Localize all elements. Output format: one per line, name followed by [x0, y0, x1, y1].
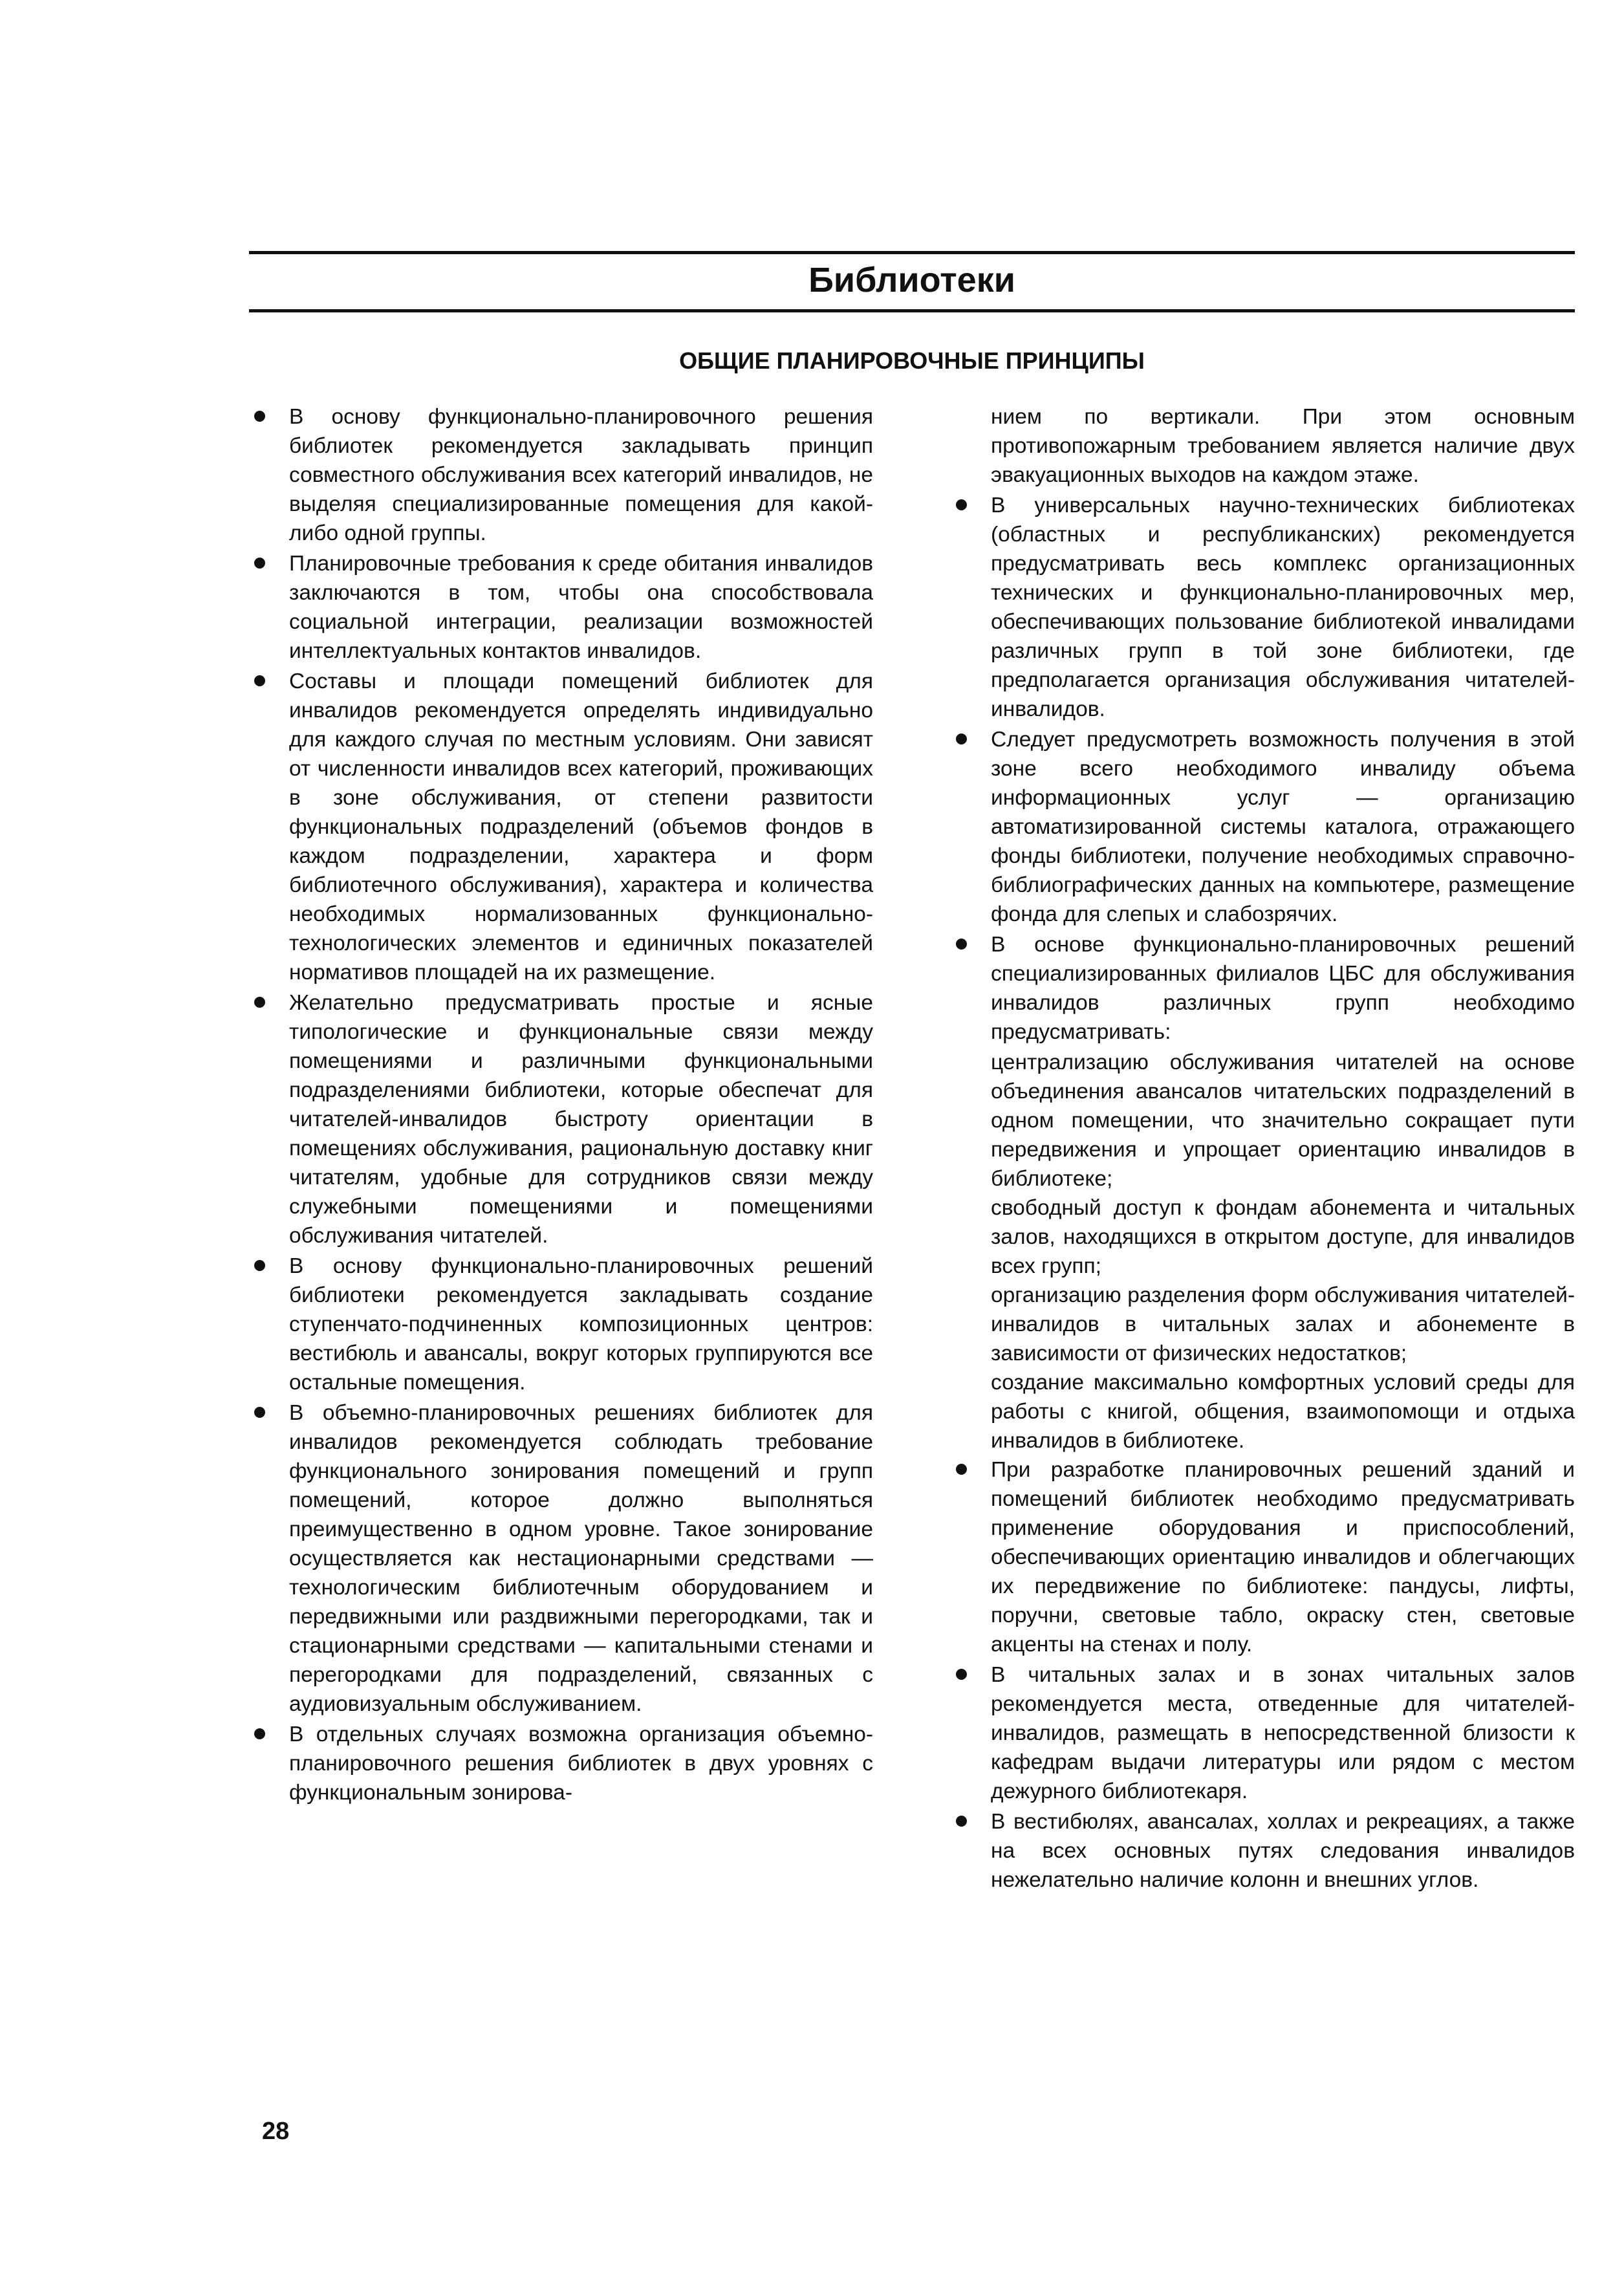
- bullet-icon: [956, 1464, 967, 1475]
- list-item: [249, 988, 873, 1250]
- section-title: Библиотеки: [808, 261, 1015, 299]
- item-text: При разработке планировочных решений зданий и помещений библиотек необходимо предусматривать применение оборудования и приспособлений, обеспечивающих ориентацию инвалидов и облегчающих их передвижение по библиотеке: пандусы, лифты, поручни, световые табло, окраску стен, световые акценты на стенах и полу.: [991, 1458, 1575, 1657]
- item-text: нием по вертикали. При этом основным противопожарным требованием является наличие двух эвакуационных выходов на каждом этаже.: [991, 405, 1575, 487]
- item-text: Желательно предусматривать простые и ясные типологические и функциональные связи между помещениями и различными функциональными подразделениями библиотеки, которые обеспечат для читателей-инвалидов быстроту ориентации в помещениях обслуживания, рациональную доставку книг читателям, удобные для сотрудников связи между служебными помещениями и помещениями обслуживания читателей.: [289, 991, 873, 1248]
- left-column: [249, 402, 873, 1809]
- bullet-icon: [956, 499, 967, 510]
- bullet-icon: [956, 939, 967, 950]
- page-number: 28: [262, 2118, 290, 2145]
- item-text: В читальных залах и в зонах читальных залов рекомендуется места, отведенные для читателей-инвалидов, размещать в непосредственной близости к кафедрам выдачи литературы или рядом с местом дежурного библиотекаря.: [991, 1663, 1575, 1803]
- item-text: Следует предусмотреть возможность получения в этой зоне всего необходимого инвалиду объема информационных услуг — организацию автоматизированной системы каталога, отражающего фонды библиотеки, получение необходимых справочно-библиографических данных на компьютере, размещение фонда для слепых и слабозрячих.: [991, 728, 1575, 926]
- item-text: В универсальных научно-технических библиотеках (областных и республиканских) рекомендуется предусматривать весь комплекс организационных технических и функционально-планировочных мер, обеспечивающих пользование библиотекой инвалидами различных групп в той зоне библиотеки, где предполагается организация обслуживания читателей-инвалидов.: [991, 494, 1575, 721]
- bullet-icon: [254, 997, 265, 1008]
- bullet-icon: [254, 1728, 265, 1739]
- section-subtitle: ОБЩИЕ ПЛАНИРОВОЧНЫЕ ПРИНЦИПЫ: [679, 347, 1145, 374]
- bullet-icon: [956, 1669, 967, 1680]
- continued-paragraph: [951, 402, 1575, 490]
- list-item: [951, 1807, 1575, 1895]
- item-text: В объемно-планировочных решениях библиотек для инвалидов рекомендуется соблюдать требование функционального зонирования помещений и групп помещений, которое должно выполняться преимущественно в одном уровне. Такое зонирование осуществляется как нестационарными средствами — технологическим библиотечным оборудованием и передвижными или раздвижными перегородками, так и стационарными средствами — капитальными стенами и перегородками для подразделений, связанных с аудиовизуальным обслуживанием.: [289, 1401, 873, 1716]
- item-text: В основу функционально-планировочных решений библиотеки рекомендуется закладывать создание ступенчато-подчиненных композиционных центров: вестибюль и авансалы, вокруг которых группируются все остальные помещения.: [289, 1254, 873, 1395]
- list-item: [951, 1455, 1575, 1659]
- bullet-icon: [254, 675, 265, 686]
- list-item: [951, 725, 1575, 929]
- list-item: [951, 491, 1575, 724]
- bullet-icon: [254, 1407, 265, 1418]
- item-text: В вестибюлях, авансалах, холлах и рекреациях, а также на всех основных путях следования инвалидов нежелательно наличие колонн и внешних углов.: [991, 1810, 1575, 1892]
- item-text: Составы и площади помещений библиотек для инвалидов рекомендуется определять индивидуально для каждого случая по местным условиям. Они зависят от численности инвалидов всех категорий, проживающих в зоне обслуживания, от степени развитости функциональных подразделений (объемов фондов в каждом подразделении, характера и форм библиотечного обслуживания), характера и количества необходимых нормализованных функционально-технологических элементов и единичных показателей нормативов площадей на их размещение.: [289, 669, 873, 984]
- sub-item: организацию разделения форм обслуживания читателей-инвалидов в читальных залах и абонементе в зависимости от физических недостатков;: [991, 1283, 1575, 1365]
- list-item: [249, 667, 873, 987]
- list-item: [951, 930, 1575, 1047]
- sub-item: создание максимально комфортных условий среды для работы с книгой, общения, взаимопомощи и отдыха инвалидов в библиотеке.: [991, 1371, 1575, 1453]
- list-item: [951, 1660, 1575, 1806]
- list-item: [249, 1720, 873, 1807]
- bullet-icon: [254, 411, 265, 422]
- bullet-icon: [254, 1260, 265, 1271]
- header-rule-bottom: [249, 309, 1575, 312]
- list-item: [249, 549, 873, 666]
- list-item: [249, 402, 873, 548]
- item-text: В основе функционально-планировочных решений специализированных филиалов ЦБС для обслуживания инвалидов различных групп необходимо предусматривать:: [991, 933, 1575, 1044]
- bullet-icon: [956, 1816, 967, 1827]
- list-item: [249, 1252, 873, 1397]
- right-column: [951, 402, 1575, 1896]
- item-text: Планировочные требования к среде обитания инвалидов заключаются в том, чтобы она способствовала социальной интеграции, реализации возможностей интеллектуальных контактов инвалидов.: [289, 552, 873, 663]
- bullet-icon: [956, 734, 967, 744]
- sub-item: свободный доступ к фондам абонемента и читальных залов, находящихся в открытом доступе, для инвалидов всех групп;: [991, 1196, 1575, 1278]
- list-item: [249, 1398, 873, 1719]
- bullet-icon: [254, 558, 265, 569]
- item-text: В отдельных случаях возможна организация объемно-планировочного решения библиотек в двух уровнях с функциональным зонирова-: [289, 1722, 873, 1805]
- sub-item: централизацию обслуживания читателей на основе объединения авансалов читательских подразделений в одном помещении, что значительно сокращает пути передвижения и упрощает ориентацию инвалидов в библиотеке;: [991, 1050, 1575, 1191]
- item-text: В основу функционально-планировочного решения библиотек рекомендуется закладывать принцип совместного обслуживания всех категорий инвалидов, не выделяя специализированные помещения для какой-либо одной группы.: [289, 405, 873, 545]
